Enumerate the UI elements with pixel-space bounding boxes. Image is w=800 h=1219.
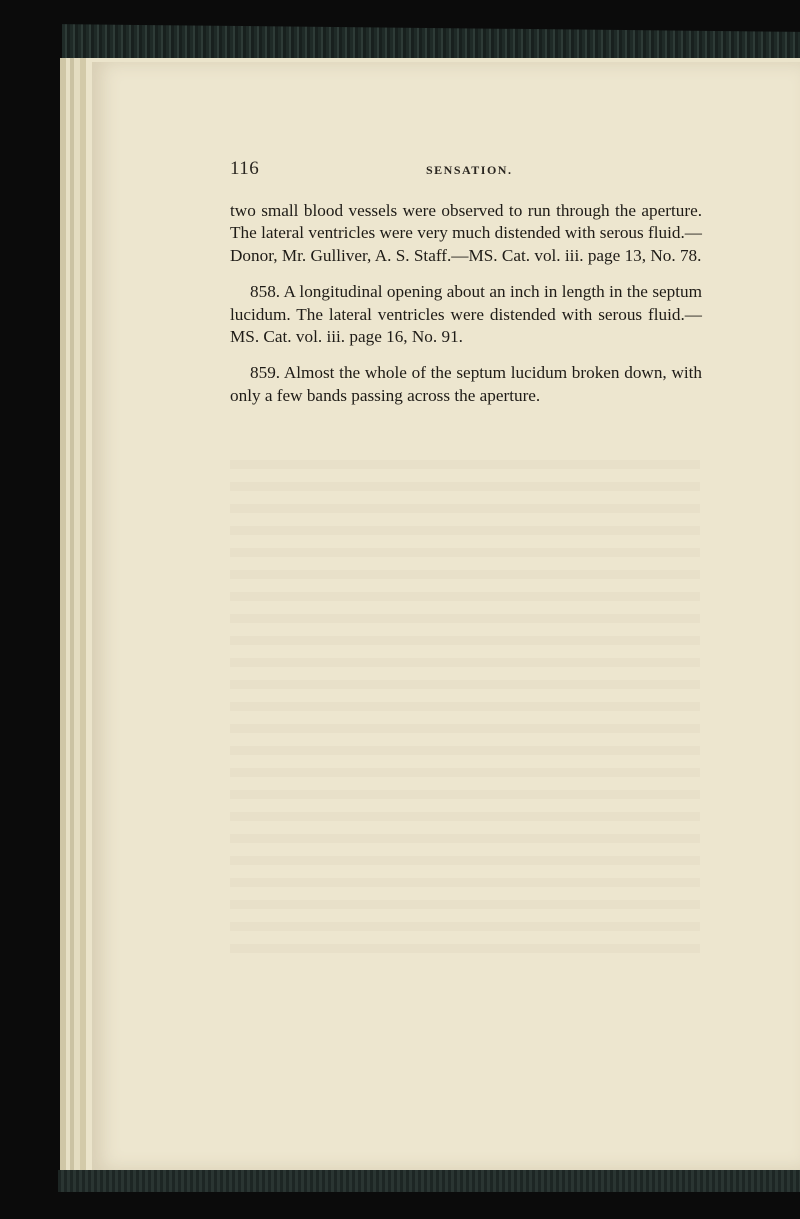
page-number: 116 [230,158,260,179]
paragraph-continuation: two small blood vessels were observed to run through the aperture. The lateral ventricles were very much distended with serous fluid.—Donor, Mr. Gulliver, A. S. Staff.—MS. Cat. vol. iii. page 13, No. 78. [230,201,702,265]
body-text [230,200,702,407]
show-through-texture [230,460,700,960]
paragraph-858: 858. A longitudinal opening about an inch in length in the septum lucidum. The lateral ventricles were distended with serous fluid.—MS. Cat. vol. iii. page 16, No. 91. [230,282,702,347]
running-head: SENSATION. [426,163,513,177]
book-spine-bottom [58,1170,800,1192]
page-header [230,158,700,188]
paragraph-859: 859. Almost the whole of the septum lucidum broken down, with only a few bands passing across the aperture. [230,363,702,405]
